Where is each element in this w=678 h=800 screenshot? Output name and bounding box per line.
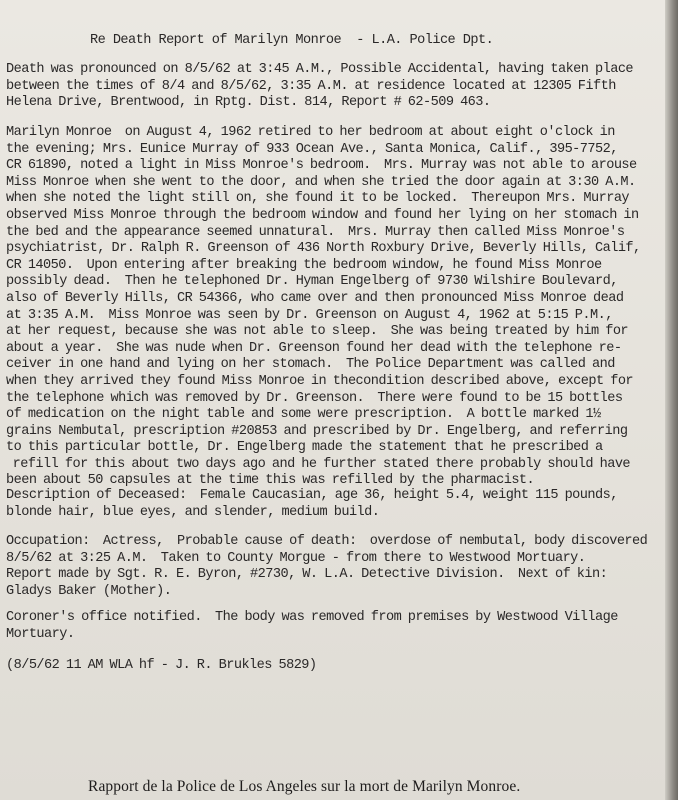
text-line: Mortuary. xyxy=(6,626,75,642)
text-line: possibly dead. Then he telephoned Dr. Hyman Engelberg of 9730 Wilshire Boulevard, xyxy=(6,274,618,290)
text-line: at her request, because she was not able to sleep. She was being treated by him for xyxy=(6,324,629,340)
text-line: observed Miss Monroe through the bedroom window and found her lying on her stomach in xyxy=(6,207,639,223)
text-line: Death was pronounced on 8/5/62 at 3:45 A.M., Possible Accidental, having taken place xyxy=(6,62,634,77)
french-caption: Rapport de la Police de Los Angeles sur la mort de Marilyn Monroe. xyxy=(88,778,521,795)
paragraph-description-of-deceased xyxy=(6,488,671,521)
text-line: CR 14050. Upon entering after breaking the bedroom window, he found Miss Monroe xyxy=(6,257,602,273)
text-line: refill for this about two days ago and he further stated there probably should have xyxy=(6,456,631,472)
text-line: Description of Deceased: Female Caucasian, age 36, height 5.4, weight 115 pounds, xyxy=(6,488,618,503)
text-line: to this particular bottle, Dr. Engelberg made the statement that he prescribed a xyxy=(6,440,603,456)
text-line: Helena Drive, Brentwood, in Rptg. Dist. 814, Report # 62-509 463. xyxy=(6,95,491,111)
text-line: 8/5/62 at 3:25 A.M. Taken to County Morgue - from there to Westwood Mortuary. xyxy=(6,550,586,566)
text-line: psychiatrist, Dr. Ralph R. Greenson of 436 North Roxbury Drive, Beverly Hills, Calif, xyxy=(6,241,641,257)
text-line: between the times of 8/4 and 8/5/62, 3:35 A.M. at residence located at 12305 Fifth xyxy=(6,78,616,94)
text-line: when they arrived they found Miss Monroe in thecondition described above, except for xyxy=(6,373,634,389)
text-line: the evening; Mrs. Eunice Murray of 933 Ocean Ave., Santa Monica, Calif., 395-7752, xyxy=(6,141,618,157)
paragraph-death-pronouncement xyxy=(6,62,671,112)
text-line: the bed and the appearance seemed unnatural. Mrs. Murray then called Miss Monroe's xyxy=(6,224,625,240)
text-line: Occupation: Actress, Probable cause of death: overdose of nembutal, body discovered xyxy=(6,534,648,549)
text-line: Coroner's office notified. The body was removed from premises by Westwood Village xyxy=(6,610,618,625)
text-line: CR 61890, noted a light in Miss Monroe's bedroom. Mrs. Murray was not able to arouse xyxy=(6,158,637,174)
text-line: Miss Monroe when she went to the door, and when she tried the door again at 3:30 A.M. xyxy=(6,174,636,190)
text-line: of medication on the night table and some were prescription. A bottle marked 1½ xyxy=(6,407,601,423)
paragraph-file-reference xyxy=(6,658,671,675)
text-line: grains Nembutal, prescription #20853 and prescribed by Dr. Engelberg, and referring xyxy=(6,423,628,439)
text-line: (8/5/62 11 AM WLA hf - J. R. Brukles 5829) xyxy=(6,658,317,673)
text-line: Report made by Sgt. R. E. Byron, #2730, W. L.A. Detective Division. Next of kin: xyxy=(6,567,608,583)
paragraph-account-of-events xyxy=(6,125,671,490)
text-line: about a year. She was nude when Dr. Greenson found her dead with the telephone re- xyxy=(6,340,622,356)
text-line: blonde hair, blue eyes, and slender, medium build. xyxy=(6,504,380,520)
text-line: the telephone which was removed by Dr. Greenson. There were found to be 15 bottles xyxy=(6,390,623,406)
paragraph-coroner-notice xyxy=(6,610,671,643)
text-line: been about 50 capsules at the time this was refilled by the pharmacist. xyxy=(6,473,535,489)
text-line: also of Beverly Hills, CR 54366, who came over and then pronounced Miss Monroe dead xyxy=(6,290,624,306)
text-line: at 3:35 A.M. Miss Monroe was seen by Dr. Greenson on August 4, 1962 at 5:15 P.M., xyxy=(6,307,613,323)
text-line: when she noted the light still on, she found it to be locked. Thereupon Mrs. Murray xyxy=(6,191,630,207)
text-line: Gladys Baker (Mother). xyxy=(6,583,172,599)
text-line: ceiver in one hand and lying on her stomach. The Police Department was called and xyxy=(6,357,615,373)
paragraph-occupation-and-cause xyxy=(6,534,671,600)
report-title: Re Death Report of Marilyn Monroe - L.A. Police Dpt. xyxy=(90,33,494,48)
text-line: Marilyn Monroe on August 4, 1962 retired to her bedroom at about eight o'clock in xyxy=(6,125,615,140)
